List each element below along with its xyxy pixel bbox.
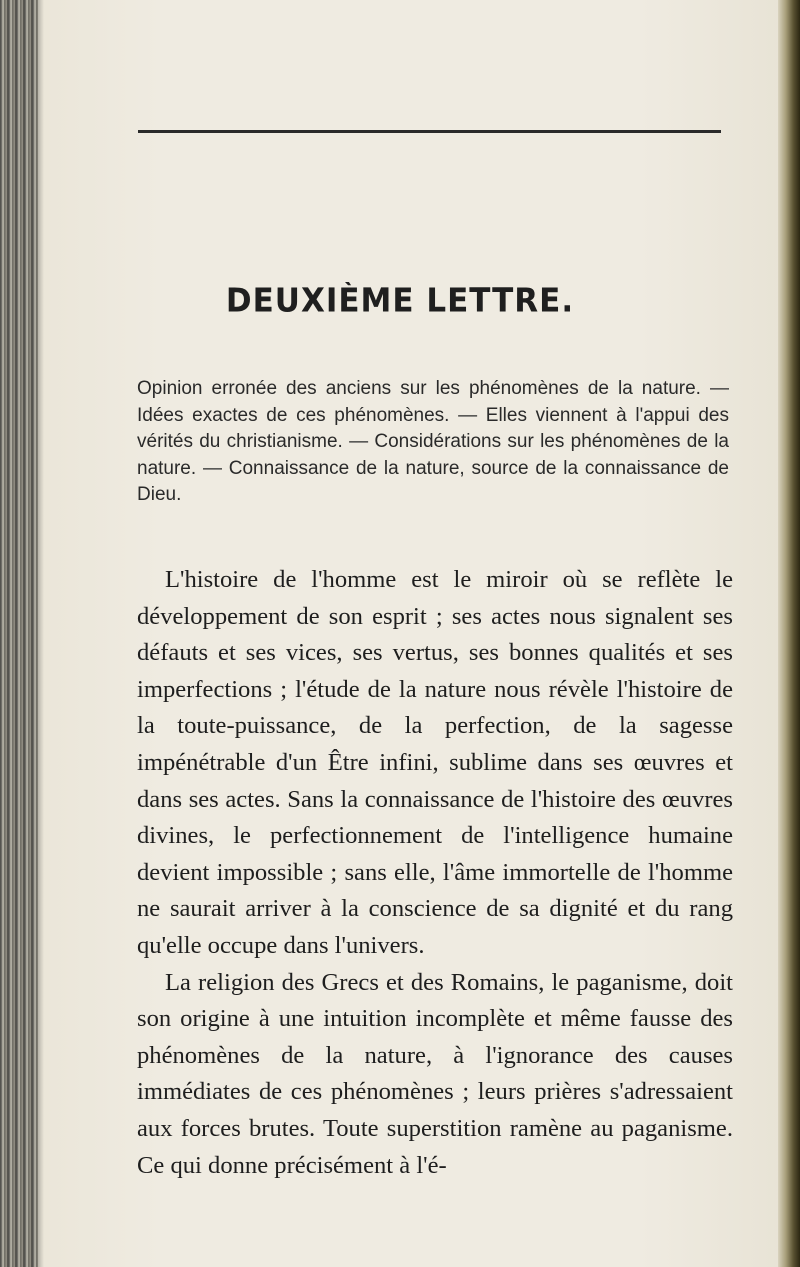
paragraph: La religion des Grecs et des Romains, le paganisme, doit son origine à une intuition incomplète et même fausse des phénomènes de la nature, à l'ignorance des causes immédiates de ces phénomènes ; leurs prières s'adressaient aux forces brutes. Toute superstition ramène au paganisme. Ce qui donne précisément à l'é-: [137, 968, 733, 1179]
book-binding-edge: [0, 0, 38, 1267]
body-text: [137, 562, 733, 1184]
chapter-summary: Opinion erronée des anciens sur les phénomènes de la nature. — Idées exactes de ces phénomènes. — Elles viennent à l'appui des vérités du christianisme. — Considérations sur les phénomènes de la nature. — Connaissance de la nature, source de la connaissance de Dieu.: [137, 378, 729, 505]
page-fore-edge: [778, 0, 800, 1267]
paragraph: L'histoire de l'homme est le miroir où se reflète le développement de son esprit ; ses actes nous signalent ses défauts et ses vices, ses vertus, ses bonnes qualités et ses imperfections ; l'étude de la nature nous révèle l'histoire de la toute-puissance, de la perfection, de la sagesse impénétrable d'un Être infini, sublime dans ses œuvres et dans ses actes. Sans la connaissance de l'histoire des œuvres divines, le perfectionnement de l'intelligence humaine devient impossible ; sans elle, l'âme immortelle de l'homme ne saurait arriver à la conscience de sa dignité et du rang qu'elle occupe dans l'univers.: [137, 566, 733, 959]
header-rule: [138, 130, 721, 133]
chapter-title: DEUXIÈME LETTRE.: [225, 282, 575, 320]
